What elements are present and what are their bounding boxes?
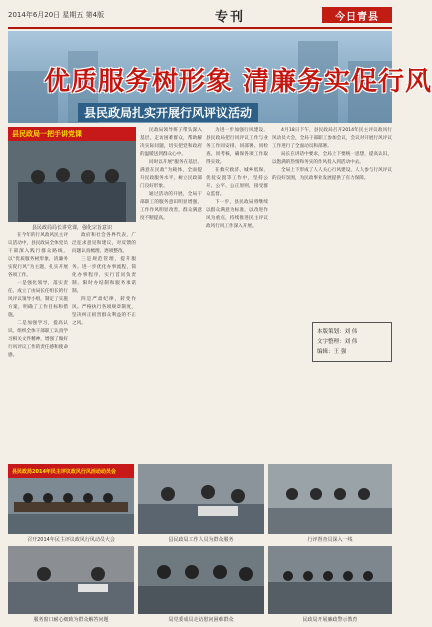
window-scene <box>8 546 134 614</box>
article-col-4 <box>206 127 268 460</box>
credits-box <box>312 322 392 362</box>
masthead <box>8 4 392 26</box>
headline-subtitle: 县民政局扎实开展行风评议活动 <box>78 103 258 122</box>
inspection-scene <box>268 464 392 534</box>
newspaper-logo: 今日青县 <box>322 7 392 23</box>
meeting-photo-banner: 县民政局2014年民主评议政风行风活动动员会 <box>8 464 134 478</box>
headline-title: 优质服务树形象 清廉务实促行风 <box>44 67 432 97</box>
education-photo <box>268 546 392 614</box>
issue-date: 2014年6月20日 星期五 第4版 <box>8 11 105 19</box>
article-paragraph: 为进一步加强行风建设，县民政局把行风评议工作与业务工作同安排、同部署、同检查、同考核，确保各项工作取得实效。 <box>206 128 268 165</box>
photo-caption: 局党委成员走访慰问困难群众 <box>168 617 234 623</box>
credits-line: 文字整理：刘 伟 <box>317 339 358 345</box>
lecture-photo-caption: 县民政局局长讲党课，强化宗旨意识 <box>31 225 112 231</box>
article-col-5 <box>272 127 392 317</box>
photo-caption: 召开2014年民主评议政风行风动员大会 <box>27 537 115 543</box>
article-paragraph: 在救灾救济、城乡低保、优抚安置等工作中，坚持公开、公平、公正原则，接受群众监督。 <box>206 168 268 197</box>
article-paragraph: 通过活动的开展，全局干部职工的服务意识明显增强，工作作风明显改善，群众满意度不断提高。 <box>140 192 202 221</box>
lecture-scene <box>8 127 136 222</box>
article-paragraph: 民政局领导班子带头深入基层，走访困难群众，帮助解决实际问题，切实把党和政府的温暖送到群众心中。 <box>140 128 202 157</box>
visit-photo <box>138 546 264 614</box>
article-col-2 <box>72 232 136 460</box>
photo-caption: 服务窗口耐心细致为群众解答问题 <box>33 617 109 623</box>
article-paragraph: 政府和社会各界代表，广泛征求意见和建议，对反馈的问题认真梳理、逐项整改。 <box>72 233 136 254</box>
article-paragraph: 全局上下形成了人人关心行风建设、人人参与行风评议的良好氛围，为民政事业发展提供了有力保障。 <box>272 168 392 181</box>
article-paragraph: 四是严肃纪律，转变作风。严格执行各项规章制度，坚决纠正损害群众利益的不正之风。 <box>72 297 136 326</box>
photo-caption: 民政局开展廉政警示教育 <box>302 617 358 623</box>
header-divider <box>8 27 392 29</box>
photo-caption: 县民政局工作人员为群众服务 <box>168 537 234 543</box>
service-photo <box>138 464 264 534</box>
lecture-photo-banner: 县民政局一把手讲党课 <box>8 127 136 141</box>
article-paragraph: 局长在讲话中要求，全局上下要统一思想，提高认识，以饱满的热情和务实的作风投入到活动中去。 <box>272 152 392 165</box>
credits-line: 编辑：王 强 <box>317 349 347 355</box>
article-paragraph: 4月18日下午，县民政局召开2014年民主评议政风行风动员大会，全局干部职工参加会议，会议对开展行风评议工作进行了全面动员和部署。 <box>272 128 392 149</box>
meeting-photo <box>8 464 134 534</box>
photo-caption: 行评督查员深入一线 <box>307 537 353 543</box>
inspection-photo <box>268 464 392 534</box>
article-paragraph: 三是规范管理，提升服务。进一步优化办事流程，简化办事程序，实行首问负责制、限时办结制和服务承诺制。 <box>72 257 136 294</box>
visit-scene <box>138 546 264 614</box>
article-col-3 <box>140 127 202 460</box>
article-col-1 <box>8 232 68 460</box>
window-photo <box>8 546 134 614</box>
section-title: 专刊 <box>214 9 245 25</box>
lecture-photo <box>8 127 136 222</box>
article-paragraph: 下一步，县民政局将继续以群众满意为标准，以改进作风为重点，持续推进民主评议政风行风工作深入开展。 <box>206 200 268 229</box>
article-paragraph: 二是加强学习，提高认识。组织全体干部职工认真学习相关文件精神，增强了做好行风评议工作的责任感和使命感。 <box>8 321 68 358</box>
article-paragraph: 在今年的行风政风民主评议活动中，县民政局全体党员干部深入践行群众路线，以“优质服务树形象，清廉务实促行风”为主题，扎实开展各项工作。 <box>8 233 68 278</box>
service-scene <box>138 464 264 534</box>
credits-line: 本版策划：刘 伟 <box>317 329 358 335</box>
headline-banner <box>8 31 432 123</box>
article-paragraph: 一是强化领导，落实责任。成立了由局长任组长的行风评议领导小组，制定了实施方案，明确了工作目标和措施。 <box>8 281 68 318</box>
article-paragraph: 同时以开展“服务在基层、满意在民政”为载体，全面提升民政服务水平，树立民政部门良好形象。 <box>140 160 202 189</box>
education-scene <box>268 546 392 614</box>
